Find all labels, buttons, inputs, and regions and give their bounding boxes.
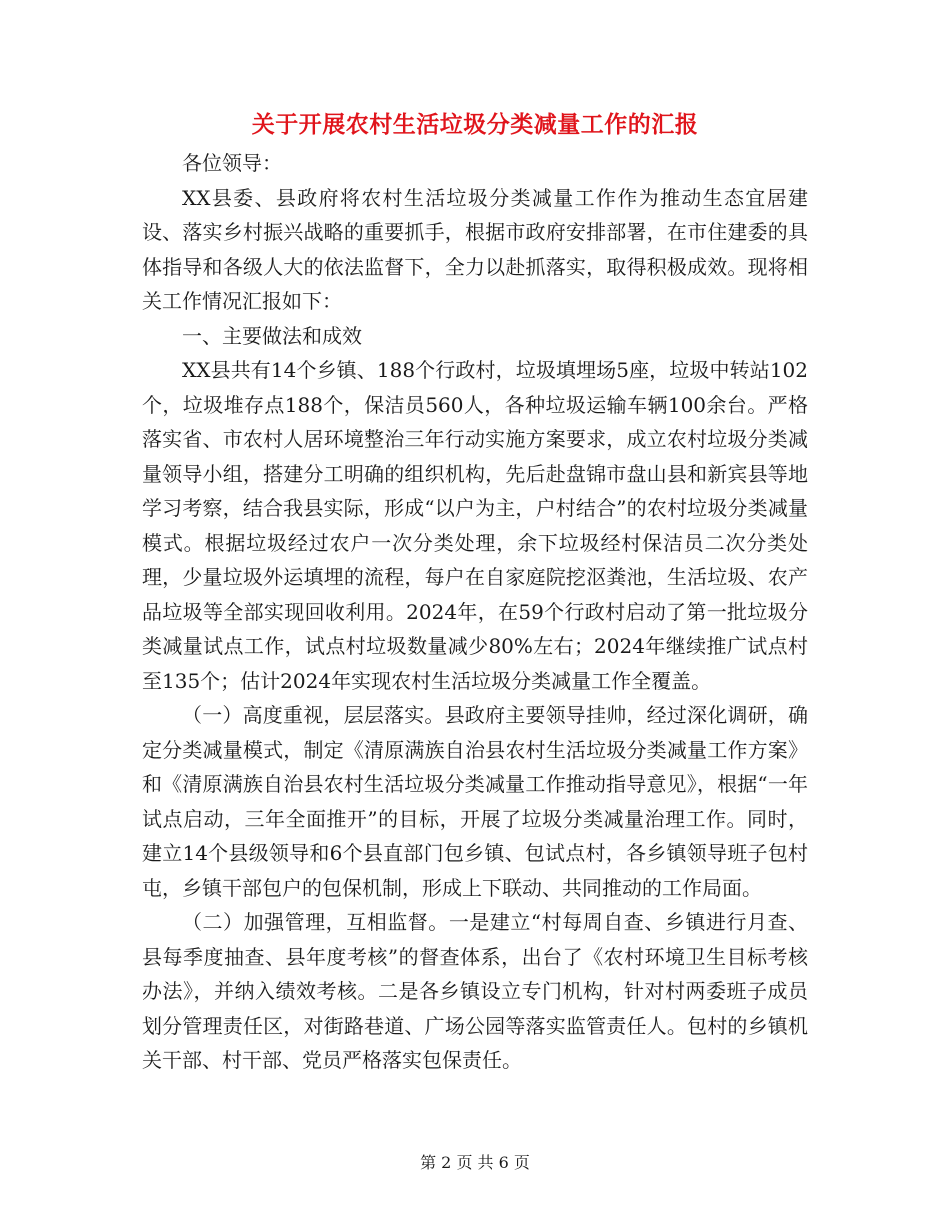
document-body (142, 146, 808, 1078)
page-number-footer: 第 2 页 共 6 页 (420, 1153, 530, 1172)
body-paragraph-intro: XX县委、县政府将农村生活垃圾分类减量工作作为推动生态宜居建设、落实乡村振兴战略的重要抓手，根据市政府安排部署，在市住建委的具体指导和各级人大的依法监督下，全力以赴抓落实，取得积极成效。现将相关工作情况汇报如下： (142, 185, 808, 313)
document-title: 关于开展农村生活垃圾分类减量工作的汇报 (251, 111, 699, 138)
body-paragraph-point-2: （二）加强管理，互相监督。一是建立“村每周自查、乡镇进行月查、县每季度抽查、县年度考核”的督查体系，出台了《农村环境卫生目标考核办法》，并纳入绩效考核。二是各乡镇设立专门机构，针对村两委班子成员划分管理责任区，对街路巷道、广场公园等落实监管责任人。包村的乡镇机关干部、村干部、党员严格落实包保责任。 (142, 910, 808, 1072)
body-paragraph-point-1: （一）高度重视，层层落实。县政府主要领导挂帅，经过深化调研，确定分类减量模式，制定《清原满族自治县农村生活垃圾分类减量工作方案》和《清原满族自治县农村生活垃圾分类减量工作推动指导意见》，根据“一年试点启动，三年全面推开”的目标，开展了垃圾分类减量治理工作。同时，建立14个县级领导和6个县直部门包乡镇、包试点村，各乡镇领导班子包村屯，乡镇干部包户的包保机制，形成上下联动、共同推动的工作局面。 (142, 703, 808, 900)
salutation: 各位领导： (182, 151, 282, 175)
body-paragraph-overview: XX县共有14个乡镇、188个行政村，垃圾填埋场5座，垃圾中转站102个，垃圾堆存点188个，保洁员560人，各种垃圾运输车辆100余台。严格落实省、市农村人居环境整治三年行动实施方案要求，成立农村垃圾分类减量领导小组，搭建分工明确的组织机构，先后赴盘锦市盘山县和新宾县等地学习考察，结合我县实际，形成“以户为主，户村结合”的农村垃圾分类减量模式。根据垃圾经过农户一次分类处理，余下垃圾经村保洁员二次分类处理，少量垃圾外运填埋的流程，每户在自家庭院挖沤粪池，生活垃圾、农产品垃圾等全部实现回收利用。2024年，在59个行政村启动了第一批垃圾分类减量试点工作，试点村垃圾数量减少80%左右；2024年继续推广试点村至135个；估计2024年实现农村生活垃圾分类减量工作全覆盖。 (142, 358, 808, 693)
section-heading: 一、主要做法和成效 (182, 323, 362, 348)
